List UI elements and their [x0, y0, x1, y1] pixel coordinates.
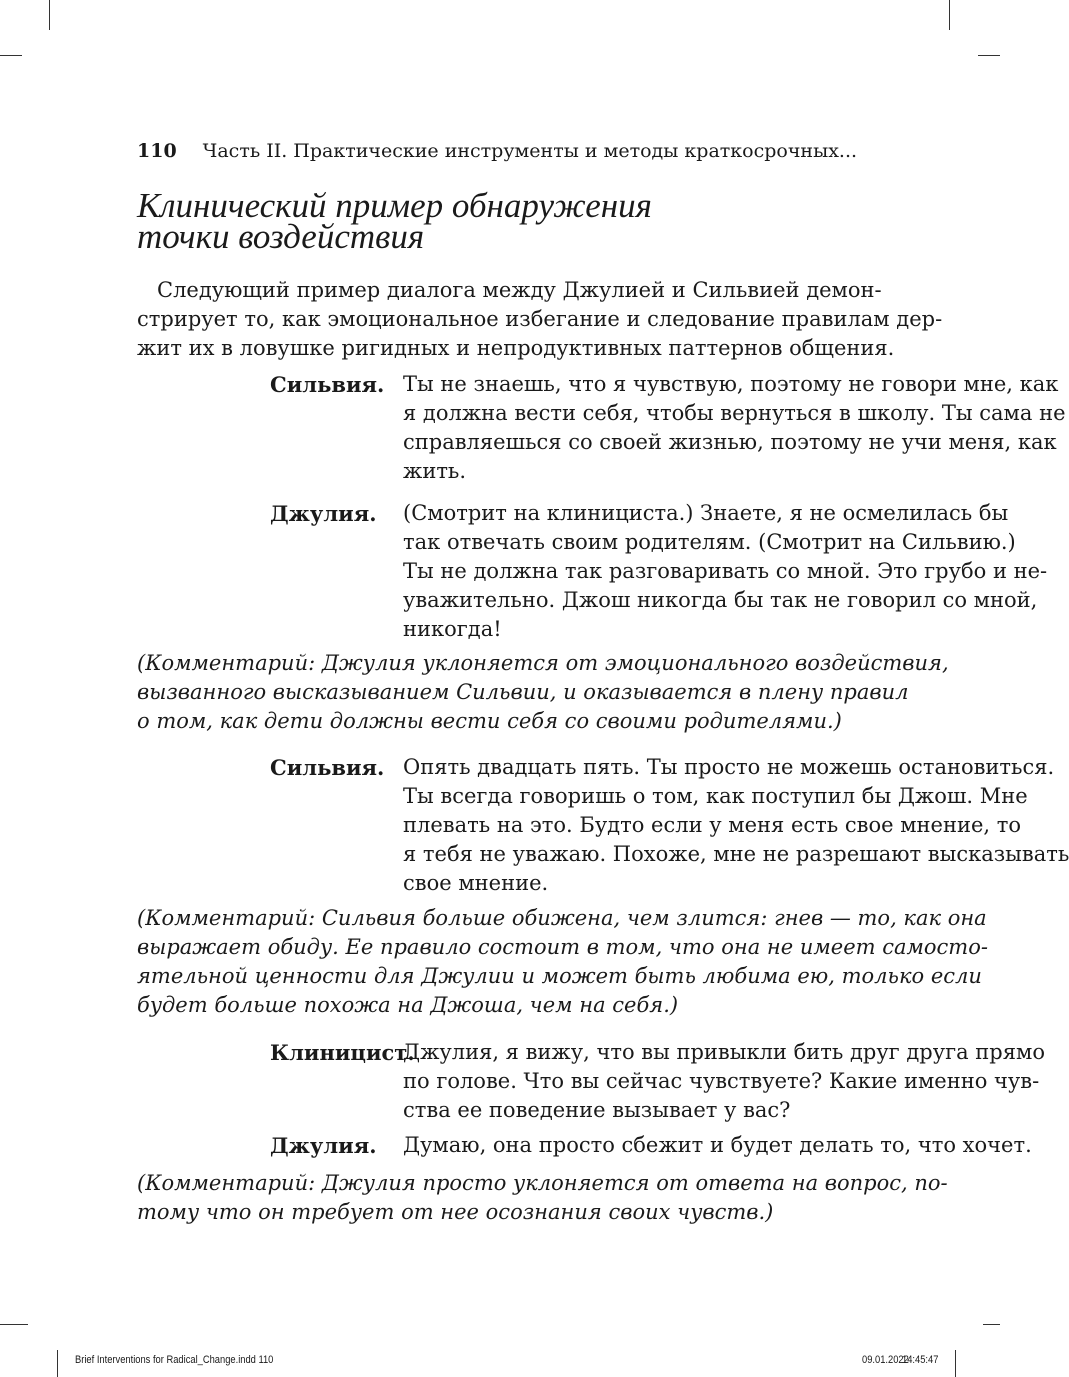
- text-line: ятельной ценности для Джулии и может быть любима ею, только если: [137, 964, 982, 988]
- text-line: вызванного высказыванием Сильвии, и оказывается в плену правил: [137, 680, 909, 704]
- crop-mark: [955, 1350, 956, 1377]
- text-line: выражает обиду. Ее правило состоит в том, что она не имеет самосто-: [137, 935, 988, 959]
- text-line: никогда!: [403, 617, 502, 641]
- text-line: Ты не должна так разговаривать со мной. Это грубо и не-: [403, 559, 1048, 583]
- crop-mark: [0, 55, 22, 56]
- section-title: [137, 186, 652, 256]
- text-line: стрирует то, как эмоциональное избегание и следование правилам дер-: [137, 307, 943, 331]
- text-line: Джулия, я вижу, что вы привыкли бить друг друга прямо: [403, 1040, 1045, 1064]
- section-title-line: Клинический пример обнаружения: [137, 186, 652, 225]
- text-line: свое мнение.: [403, 871, 549, 895]
- running-title: Часть II. Практические инструменты и методы краткосрочных...: [202, 140, 858, 162]
- text-line: жить.: [403, 459, 467, 483]
- text-line: Думаю, она просто сбежит и будет делать то, что хочет.: [403, 1133, 1032, 1157]
- text-line: Опять двадцать пять. Ты просто не можешь остановиться.: [403, 755, 1055, 779]
- speech-text: [403, 499, 1048, 644]
- page-number: 110: [137, 140, 177, 162]
- dialogue-turn: [270, 1038, 1045, 1125]
- text-line: жит их в ловушке ригидных и непродуктивных паттернов общения.: [137, 336, 895, 360]
- paragraph: [137, 276, 943, 363]
- footer-date: 09.01.2022: [862, 1354, 909, 1366]
- text-line: по голове. Что вы сейчас чувствуете? Какие именно чув-: [403, 1069, 1040, 1093]
- crop-mark: [949, 0, 950, 30]
- speaker-name: Джулия.: [270, 1133, 377, 1158]
- section-title-line: точки воздействия: [137, 217, 425, 256]
- text-line: уважительно. Джош никогда бы так не говорил со мной,: [403, 588, 1038, 612]
- footer-time: 14:45:47: [902, 1354, 939, 1366]
- commentary: [137, 649, 949, 736]
- text-line: плевать на это. Будто если у меня есть свое мнение, то: [403, 813, 1022, 837]
- dialogue-turn: [270, 753, 1069, 898]
- crop-mark: [983, 1324, 1000, 1325]
- crop-mark: [57, 1350, 58, 1377]
- text-line: (Комментарий: Сильвия больше обижена, чем злится: гнев — то, как она: [137, 906, 987, 930]
- crop-mark: [49, 0, 50, 30]
- speech-text: [403, 1131, 1032, 1160]
- speaker-name: Сильвия.: [270, 372, 385, 397]
- text-line: Ты всегда говоришь о том, как поступил бы Джош. Мне: [403, 784, 1028, 808]
- speech-text: [403, 753, 1069, 898]
- dialogue-turn: [270, 499, 1048, 644]
- speaker-name: Клиницист.: [270, 1040, 415, 1065]
- text-line: Следующий пример диалога между Джулией и Сильвией демон-: [157, 278, 882, 302]
- speech-text: [403, 370, 1066, 486]
- text-line: я тебя не уважаю. Похоже, мне не разрешают высказывать: [403, 842, 1069, 866]
- speech-text: [403, 1038, 1045, 1125]
- footer-filename: Brief Interventions for Radical_Change.indd 110: [75, 1354, 274, 1366]
- text-line: ства ее поведение вызывает у вас?: [403, 1098, 791, 1122]
- speaker-name: Джулия.: [270, 501, 377, 526]
- text-line: будет больше похожа на Джоша, чем на себя.): [137, 993, 679, 1017]
- text-line: я должна вести себя, чтобы вернуться в школу. Ты сама не: [403, 401, 1066, 425]
- text-line: тому что он требует от нее осознания своих чувств.): [137, 1200, 774, 1224]
- text-line: Ты не знаешь, что я чувствую, поэтому не говори мне, как: [403, 372, 1059, 396]
- commentary: [137, 904, 988, 1020]
- running-header: [137, 140, 857, 162]
- text-line: справляешься со своей жизнью, поэтому не учи меня, как: [403, 430, 1057, 454]
- text-line: (Смотрит на клинициста.) Знаете, я не осмелилась бы: [403, 501, 1009, 525]
- text-line: (Комментарий: Джулия просто уклоняется от ответа на вопрос, по-: [137, 1171, 948, 1195]
- text-line: (Комментарий: Джулия уклоняется от эмоционального воздействия,: [137, 651, 949, 675]
- dialogue-turn: [270, 1131, 1032, 1160]
- text-line: так отвечать своим родителям. (Смотрит на Сильвию.): [403, 530, 1016, 554]
- speaker-name: Сильвия.: [270, 755, 385, 780]
- commentary: [137, 1169, 948, 1227]
- dialogue-turn: [270, 370, 1066, 486]
- crop-mark: [978, 55, 1000, 56]
- crop-mark: [0, 1324, 28, 1325]
- text-line: о том, как дети должны вести себя со своими родителями.): [137, 709, 842, 733]
